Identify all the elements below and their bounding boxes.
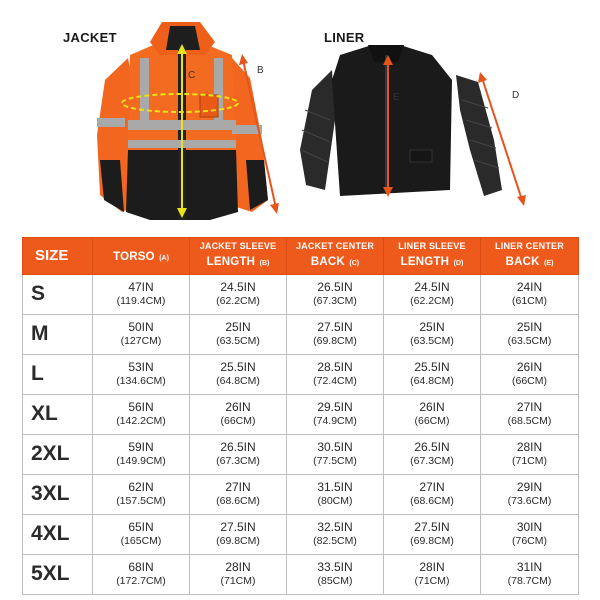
table-row [23, 315, 579, 355]
centimeters-value: (68.5CM) [507, 415, 552, 428]
measurement-cell [287, 475, 384, 515]
centimeters-value: (69.8CM) [410, 535, 454, 548]
measurement-cell [93, 475, 190, 515]
measurement-cell [190, 275, 287, 315]
table-header-row [23, 238, 579, 275]
measurement-cell [384, 555, 481, 595]
inches-value: 27IN [225, 480, 251, 495]
centimeters-value: (73.6CM) [507, 495, 552, 508]
measurement-cell [190, 395, 287, 435]
measurement-cell [481, 435, 579, 475]
inches-value: 27.5IN [317, 320, 353, 335]
measurement-cell [190, 515, 287, 555]
centimeters-value: (71CM) [414, 575, 450, 588]
measurement-cell [287, 395, 384, 435]
measurement-cell [287, 515, 384, 555]
centimeters-value: (71CM) [511, 455, 547, 468]
inches-value: 33.5IN [317, 560, 353, 575]
inches-value: 25IN [516, 320, 543, 335]
inches-value: 31.5IN [317, 480, 353, 495]
header-liner-sleeve-length: LINER SLEEVE LENGTH (D) [384, 238, 481, 275]
mark-e: E [393, 92, 400, 103]
table-body [23, 275, 579, 595]
liner-label: LINER [324, 30, 365, 45]
measurement-cell [287, 355, 384, 395]
size-label: XL [23, 395, 93, 435]
inches-value: 25.5IN [220, 360, 256, 375]
size-label: 2XL [23, 435, 93, 475]
centimeters-value: (119.4CM) [116, 295, 166, 308]
mark-c: C [188, 70, 196, 81]
inches-value: 53IN [128, 360, 154, 375]
inches-value: 26IN [516, 360, 543, 375]
measurement-cell [384, 475, 481, 515]
table-row [23, 475, 579, 515]
inches-value: 27.5IN [220, 520, 256, 535]
header-jacket-center-back: JACKET CENTER BACK (C) [287, 238, 384, 275]
centimeters-value: (157.5CM) [116, 495, 166, 508]
measurement-cell [93, 315, 190, 355]
size-label: 5XL [23, 555, 93, 595]
measurement-cell [384, 355, 481, 395]
inches-value: 26IN [225, 400, 251, 415]
inches-value: 28.5IN [317, 360, 353, 375]
centimeters-value: (64.8CM) [216, 375, 260, 388]
centimeters-value: (66CM) [414, 415, 450, 428]
inches-value: 50IN [128, 320, 154, 335]
measurement-cell [384, 435, 481, 475]
measurement-cell [384, 515, 481, 555]
inches-value: 26.5IN [317, 280, 353, 295]
header-liner-center-back: LINER CENTER BACK (E) [481, 238, 579, 275]
measurement-cell [93, 355, 190, 395]
inches-value: 26.5IN [220, 440, 256, 455]
centimeters-value: (134.6CM) [116, 375, 166, 388]
centimeters-value: (66CM) [511, 375, 547, 388]
inches-value: 28IN [419, 560, 445, 575]
centimeters-value: (69.8CM) [216, 535, 260, 548]
centimeters-value: (68.6CM) [410, 495, 454, 508]
inches-value: 27IN [516, 400, 543, 415]
inches-value: 24.5IN [220, 280, 256, 295]
centimeters-value: (82.5CM) [313, 535, 357, 548]
inches-value: 27IN [419, 480, 445, 495]
measurement-cell [481, 555, 579, 595]
inches-value: 24IN [516, 280, 543, 295]
measurement-cell [287, 315, 384, 355]
garments-drawing [0, 0, 600, 235]
centimeters-value: (67.3CM) [313, 295, 357, 308]
measurement-cell [481, 355, 579, 395]
measurement-cell [190, 475, 287, 515]
centimeters-value: (85CM) [317, 575, 353, 588]
measurement-cell [481, 315, 579, 355]
centimeters-value: (165CM) [120, 535, 162, 548]
table-row [23, 435, 579, 475]
centimeters-value: (80CM) [317, 495, 353, 508]
size-label: 4XL [23, 515, 93, 555]
centimeters-value: (62.2CM) [216, 295, 260, 308]
jacket-label: JACKET [63, 30, 117, 45]
size-chart-table [22, 237, 579, 595]
inches-value: 59IN [128, 440, 154, 455]
inches-value: 26IN [419, 400, 445, 415]
centimeters-value: (74.9CM) [313, 415, 357, 428]
centimeters-value: (172.7CM) [116, 575, 166, 588]
header-size: SIZE [23, 238, 93, 275]
measurement-cell [190, 355, 287, 395]
measurement-cell [384, 395, 481, 435]
measurement-cell [190, 315, 287, 355]
mark-d: D [512, 90, 520, 101]
inches-value: 32.5IN [317, 520, 353, 535]
measurement-cell [384, 315, 481, 355]
measurement-cell [481, 275, 579, 315]
table-row [23, 515, 579, 555]
centimeters-value: (64.8CM) [410, 375, 454, 388]
measurement-cell [481, 395, 579, 435]
centimeters-value: (127CM) [120, 335, 162, 348]
centimeters-value: (66CM) [220, 415, 256, 428]
centimeters-value: (142.2CM) [116, 415, 166, 428]
centimeters-value: (63.5CM) [216, 335, 260, 348]
inches-value: 24.5IN [414, 280, 450, 295]
size-label: 3XL [23, 475, 93, 515]
garment-illustrations [0, 0, 600, 235]
table-row [23, 275, 579, 315]
inches-value: 31IN [516, 560, 543, 575]
measurement-cell [93, 435, 190, 475]
centimeters-value: (63.5CM) [507, 335, 552, 348]
inches-value: 28IN [225, 560, 251, 575]
measurement-cell [481, 475, 579, 515]
inches-value: 29.5IN [317, 400, 353, 415]
measurement-cell [287, 435, 384, 475]
measurement-cell [93, 275, 190, 315]
centimeters-value: (72.4CM) [313, 375, 357, 388]
mark-b: B [257, 65, 264, 76]
inches-value: 25.5IN [414, 360, 450, 375]
inches-value: 28IN [516, 440, 543, 455]
measurement-cell [384, 275, 481, 315]
inches-value: 30.5IN [317, 440, 353, 455]
inches-value: 29IN [516, 480, 543, 495]
centimeters-value: (63.5CM) [410, 335, 454, 348]
centimeters-value: (62.2CM) [410, 295, 454, 308]
centimeters-value: (68.6CM) [216, 495, 260, 508]
inches-value: 47IN [128, 280, 154, 295]
inches-value: 68IN [128, 560, 154, 575]
inches-value: 65IN [128, 520, 154, 535]
inches-value: 25IN [419, 320, 445, 335]
centimeters-value: (67.3CM) [216, 455, 260, 468]
inches-value: 26.5IN [414, 440, 450, 455]
measurement-cell [287, 555, 384, 595]
table-row [23, 555, 579, 595]
jacket-image [97, 22, 279, 220]
size-label: M [23, 315, 93, 355]
table-row [23, 395, 579, 435]
liner-image [300, 45, 526, 206]
centimeters-value: (67.3CM) [410, 455, 454, 468]
header-jacket-sleeve-length: JACKET SLEEVE LENGTH (B) [190, 238, 287, 275]
inches-value: 62IN [128, 480, 154, 495]
measurement-cell [481, 515, 579, 555]
inches-value: 30IN [516, 520, 543, 535]
measurement-cell [93, 515, 190, 555]
centimeters-value: (77.5CM) [313, 455, 357, 468]
measurement-cell [93, 395, 190, 435]
centimeters-value: (76CM) [511, 535, 547, 548]
centimeters-value: (69.8CM) [313, 335, 357, 348]
centimeters-value: (61CM) [511, 295, 547, 308]
size-label: L [23, 355, 93, 395]
inches-value: 27.5IN [414, 520, 450, 535]
measurement-cell [93, 555, 190, 595]
measurement-cell [190, 555, 287, 595]
centimeters-value: (71CM) [220, 575, 256, 588]
measurement-cell [287, 275, 384, 315]
centimeters-value: (78.7CM) [507, 575, 552, 588]
inches-value: 56IN [128, 400, 154, 415]
centimeters-value: (149.9CM) [116, 455, 166, 468]
header-torso: TORSO (A) [93, 238, 190, 275]
table-row [23, 355, 579, 395]
inches-value: 25IN [225, 320, 251, 335]
measurement-cell [190, 435, 287, 475]
size-label: S [23, 275, 93, 315]
